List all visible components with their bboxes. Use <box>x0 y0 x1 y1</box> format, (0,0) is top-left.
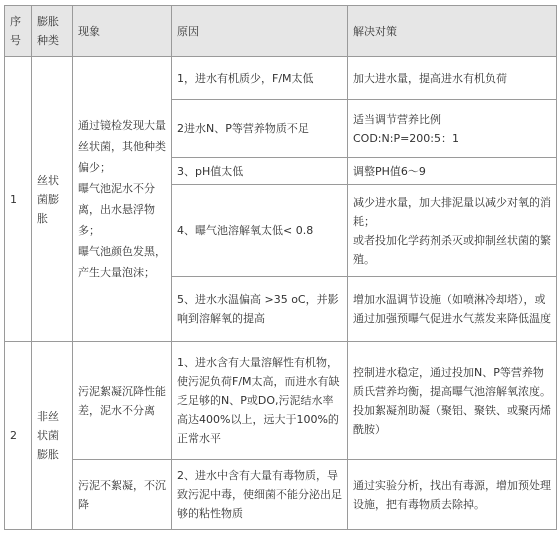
group-type: 丝状 菌膨 胀 <box>32 57 73 342</box>
solution-cell: 增加水温调节设施（如喷淋冷却塔），或通过加强预曝气促进水气蒸发来降低温度 <box>348 277 557 342</box>
group-type: 非丝 状菌 膨胀 <box>32 342 73 530</box>
table-row <box>5 460 557 530</box>
cause-cell: 3、pH值太低 <box>172 158 348 185</box>
cause-cell: 4、曝气池溶解氧太低< 0.8 <box>172 185 348 277</box>
group-phenomenon: 通过镜检发现大量丝状菌，其他种类偏少； 曝气池泥水不分离，出水悬浮物多； 曝气池颜色发黑，产生大量泡沫； <box>73 57 172 342</box>
phenomenon-cell: 污泥絮凝沉降性能差，泥水不分离 <box>73 342 172 460</box>
solution-cell: 调整PH值6～9 <box>348 158 557 185</box>
solution-cell: 减少进水量，加大排泥量以减少对氧的消耗； 或者投加化学药剂杀灭或抑制丝状菌的繁殖。 <box>348 185 557 277</box>
solution-cell: 适当调节营养比例 COD:N:P=200:5：1 <box>348 100 557 158</box>
cause-cell: 5、进水水温偏高 >35 oC，并影响到溶解氧的提高 <box>172 277 348 342</box>
header-type: 膨胀 种类 <box>32 6 73 57</box>
header-index: 序 号 <box>5 6 32 57</box>
group-index: 1 <box>5 57 32 342</box>
sludge-bulking-table <box>4 5 557 530</box>
solution-cell: 控制进水稳定，通过投加N、P等营养物质氏营养均衡，提高曝气池溶解氧浓度。 投加絮凝剂助凝（聚铝、聚铁、或聚丙烯酰胺） <box>348 342 557 460</box>
header-cause: 原因 <box>172 6 348 57</box>
solution-cell: 通过实验分析，找出有毒源，增加预处理设施，把有毒物质去除掉。 <box>348 460 557 530</box>
header-solution: 解决对策 <box>348 6 557 57</box>
cause-cell: 2进水N、P等营养物质不足 <box>172 100 348 158</box>
group-index: 2 <box>5 342 32 530</box>
solution-cell: 加大进水量，提高进水有机负荷 <box>348 57 557 100</box>
cause-cell: 2、进水中含有大量有毒物质，导致污泥中毒，使细菌不能分泌出足够的粘性物质 <box>172 460 348 530</box>
table-row <box>5 57 557 100</box>
header-phenomenon: 现象 <box>73 6 172 57</box>
cause-cell: 1，进水有机质少，F/M太低 <box>172 57 348 100</box>
cause-cell: 1、进水含有大量溶解性有机物，使污泥负荷F/M太高，而进水有缺乏足够的N、P或DO,污泥结水率高达400%以上，远大于100%的正常水平 <box>172 342 348 460</box>
table-row <box>5 342 557 460</box>
header-row <box>5 6 557 57</box>
phenomenon-cell: 污泥不絮凝，不沉降 <box>73 460 172 530</box>
